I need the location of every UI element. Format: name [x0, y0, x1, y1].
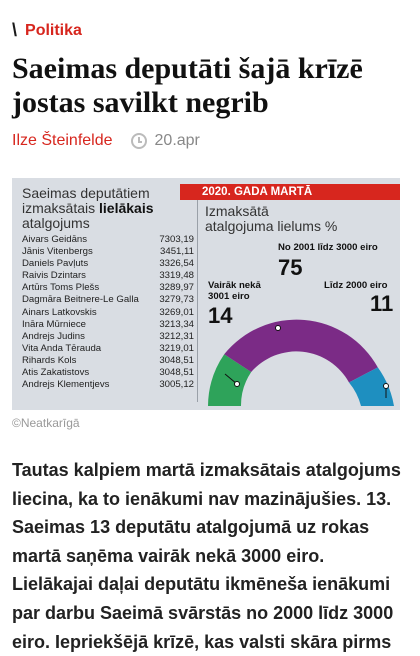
- salary-value: 3005,12: [159, 379, 194, 391]
- article-title: Saeimas deputāti šajā krīzē jostas savilkt negrib: [12, 52, 363, 119]
- salary-value: 3213,34: [159, 318, 194, 330]
- deputy-name: Andrejs Judins: [22, 330, 85, 342]
- salary-value: 3269,01: [159, 306, 194, 318]
- deputy-name: Dagmāra Beitnere-Le Galla: [22, 294, 139, 306]
- salary-value: 3319,48: [159, 270, 194, 282]
- segment-2001-3000-value: 75: [278, 255, 303, 280]
- segment-over-3001-label: Vairāk nekā 3001 eiro: [208, 280, 261, 302]
- deputy-name: Ināra Mūrniece: [22, 318, 86, 330]
- salary-value: 7303,19: [159, 234, 194, 245]
- deputy-name: Rihards Kols: [22, 354, 77, 366]
- deputy-name: Ainars Latkovskis: [22, 306, 97, 318]
- infographic-right-heading: Izmaksātā atalgojuma lielums %: [205, 203, 338, 234]
- deputy-name: Daniels Pavļuts: [22, 258, 89, 270]
- salary-value: 3048,51: [159, 367, 194, 379]
- infographic-left-heading: Saeimas deputātiem izmaksātais lielākais atalgojums: [22, 185, 154, 231]
- article-body: Tautas kalpiem martā izmaksātais atalgojums liecina, ka to ienākumi nav mazinājušies. 13. Saeimas 13 deputātu atalgojumā uz rokas martā saņēma vairāk nekā 3000 eiro. Lielākajai daļai deputātu ikmēneša ienākumi par darbu Saeimā svārstās no 2000 līdz 3000 eiro. Iepriekšējā krīzē, kas valsti skāra pirms: [12, 460, 401, 652]
- image-caption: ©Neatkarīgā: [12, 416, 80, 430]
- clock-icon: [131, 133, 147, 149]
- article-meta: [12, 132, 200, 150]
- deputy-name: Raivis Dzintars: [22, 270, 86, 282]
- deputy-name: Atis Zakatistovs: [22, 367, 90, 379]
- category-label: Politika: [25, 21, 82, 39]
- author-link[interactable]: Ilze Šteinfelde: [12, 132, 113, 149]
- segment-under-2000-value: 11: [370, 291, 394, 316]
- salary-value: 3451,11: [160, 246, 194, 258]
- deputy-name: Aivars Geidāns: [22, 234, 88, 245]
- category-link[interactable]: [12, 20, 82, 41]
- salary-value: 3212,31: [159, 330, 194, 342]
- year-banner: 2020. GADA MARTĀ: [180, 184, 400, 200]
- deputy-name: Andrejs Klementjevs: [22, 379, 110, 391]
- segment-under-2000-label: Līdz 2000 eiro: [324, 280, 388, 291]
- deputy-name: Vita Anda Tērauda: [22, 342, 102, 354]
- segment-2001-3000-label: No 2001 līdz 3000 eiro: [278, 242, 378, 253]
- salary-gauge-chart: [12, 178, 400, 410]
- salary-value: 3279,73: [159, 294, 194, 306]
- salary-value: 3048,51: [159, 354, 194, 366]
- publish-date: 20.apr: [154, 132, 200, 149]
- deputy-name: Artūrs Toms Plešs: [22, 282, 100, 294]
- deputy-name: Jānis Vitenbergs: [22, 246, 93, 258]
- salary-value: 3289,97: [159, 282, 194, 294]
- segment-over-3001-value: 14: [208, 303, 233, 328]
- category-slash-icon: \: [12, 20, 18, 40]
- salary-value: 3219,01: [159, 342, 194, 354]
- salary-value: 3326,54: [159, 258, 194, 270]
- salary-infographic: [12, 178, 400, 410]
